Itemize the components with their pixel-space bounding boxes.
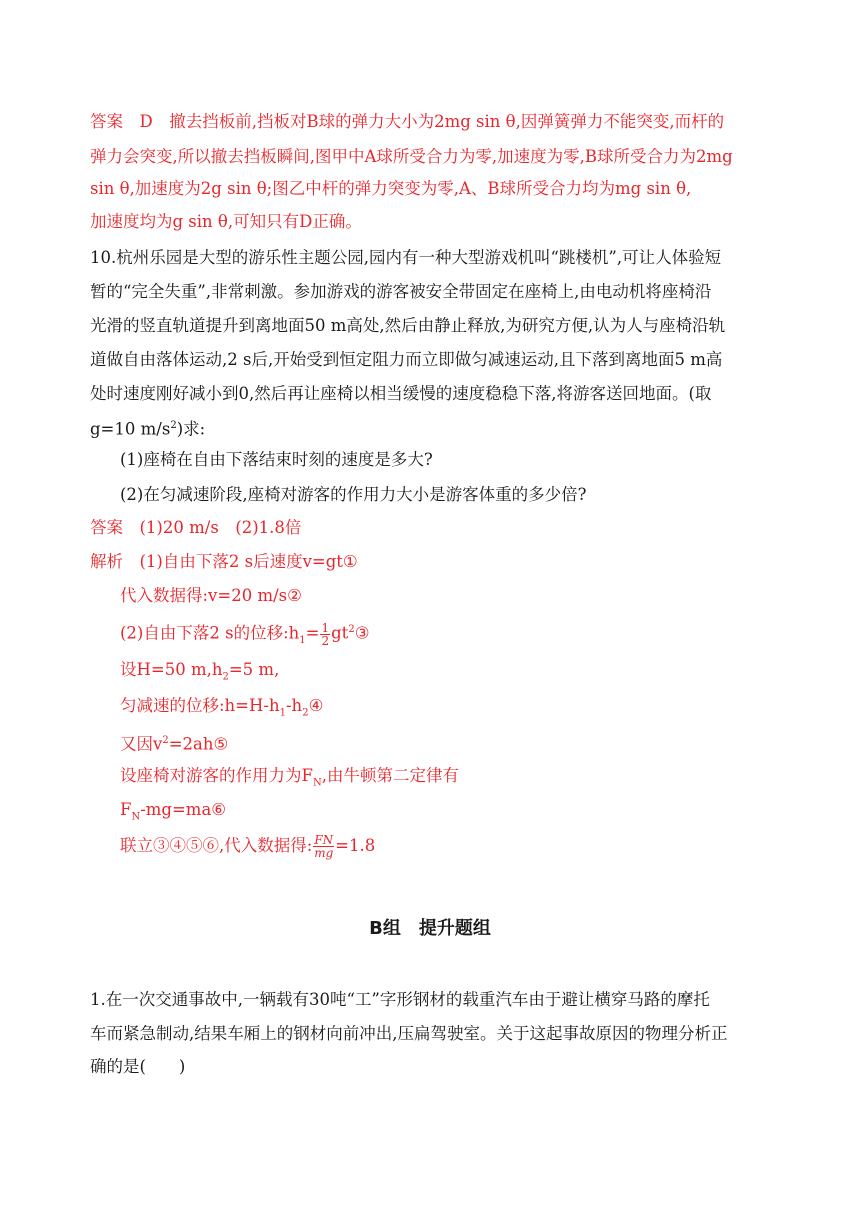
answer10-step6-b: =2ah⑤ xyxy=(168,734,229,754)
answer10-step6-a: 又因v xyxy=(120,734,163,754)
answer10-step6-sup: 2 xyxy=(162,735,169,746)
q10-line2: 暂的“完全失重”,非常刺激。参加游戏的游客被安全带固定在座椅上,由电动机将座椅沿 xyxy=(90,282,712,301)
answer10-step6 xyxy=(120,729,228,757)
q10-line6 xyxy=(90,414,205,442)
answer10-step5-c: ④ xyxy=(308,696,324,715)
q10-line6-a: g=10 m/s xyxy=(90,419,171,439)
section-title: B组 提升题组 xyxy=(369,918,491,939)
answer9-line3: sin θ,加速度为2g sin θ;图乙中杆的弹力突变为零,A、B球所受合力均为mg sin θ, xyxy=(90,179,692,198)
answer10-step4-b: =5 m, xyxy=(228,660,280,679)
q10-line6-b: )求: xyxy=(176,419,206,439)
answer10-step8-sub: N xyxy=(131,811,141,823)
answer10-step5-sub1: 1 xyxy=(279,707,286,719)
answer10-step3-eq: = xyxy=(305,623,320,643)
answer10-step5-b: -h xyxy=(285,696,303,715)
answer10-step3-a: (2)自由下落2 s的位移:h xyxy=(120,623,300,643)
answer9-line2: 弹力会突变,所以撤去挡板瞬间,图甲中A球所受合力为零,加速度为零,B球所受合力为2mg xyxy=(90,147,733,166)
answer10-step9-fraction xyxy=(313,834,334,859)
answer9-line4: 加速度均为g sin θ,可知只有D正确。 xyxy=(90,212,362,231)
answer10-step3-fraction xyxy=(320,622,330,647)
answer10-step3-num: 1 xyxy=(321,620,330,635)
q10-line4: 道做自由落体运动,2 s后,开始受到恒定阻力而立即做匀减速运动,且下落到离地面5 m高 xyxy=(90,350,723,369)
answer10-step5-a: 匀减速的位移:h=H-h xyxy=(120,696,280,715)
answer10-step4-sub: 2 xyxy=(222,671,229,683)
answer10-step4 xyxy=(120,658,279,689)
answer10-step9-num: FN xyxy=(314,833,334,847)
answer10-step3-sup: 2 xyxy=(348,624,355,635)
answer10-step7-sub: N xyxy=(312,777,322,789)
answer10-step3-den: 2 xyxy=(321,633,330,648)
answer10-step9-a: 联立③④⑤⑥,代入数据得: xyxy=(120,836,313,855)
q10-line3: 光滑的竖直轨道提升到离地面50 m高处,然后由静止释放,为研究方便,认为人与座椅沿轨 xyxy=(90,316,726,335)
q10-line1: 10.杭州乐园是大型的游乐性主题公园,园内有一种大型游戏机叫“跳楼机”,可让人体验短 xyxy=(90,248,722,267)
answer10-step9-b: =1.8 xyxy=(335,836,376,855)
q10-part1: (1)座椅在自由下落结束时刻的速度是多大? xyxy=(120,450,433,469)
q10-part2: (2)在匀减速阶段,座椅对游客的作用力大小是游客体重的多少倍? xyxy=(120,485,587,504)
answer10-step7 xyxy=(120,764,459,795)
answer10-step8 xyxy=(120,798,226,829)
answer10-step1: 解析 (1)自由下落2 s后速度v=gt① xyxy=(90,552,358,571)
answer10-step7-b: ,由牛顿第二定律有 xyxy=(321,766,459,785)
answer10-step5-sub2: 2 xyxy=(302,707,309,719)
answer10-step3 xyxy=(120,618,370,653)
q10-line5: 处时速度刚好减小到0,然后再让座椅以相当缓慢的速度稳稳下落,将游客送回地面。(取 xyxy=(90,384,712,403)
answer10-step3-b: gt xyxy=(331,623,349,643)
answer10-step2: 代入数据得:v=20 m/s② xyxy=(120,586,302,605)
answer10-step9-den: mg xyxy=(314,846,334,860)
answer10-answer: 答案 (1)20 m/s (2)1.8倍 xyxy=(90,518,302,537)
answer10-step5 xyxy=(120,694,323,725)
answer10-step9 xyxy=(120,834,375,859)
answer10-step3-sub: 1 xyxy=(299,634,306,646)
answer10-step4-a: 设H=50 m,h xyxy=(120,660,223,679)
answer10-step8-a: F xyxy=(120,800,132,819)
q1-line3: 确的是( ) xyxy=(90,1057,186,1076)
answer9-line1: 答案 D 撤去挡板前,挡板对B球的弹力大小为2mg sin θ,因弹簧弹力不能突变,而杆的 xyxy=(90,112,725,131)
answer10-step7-a: 设座椅对游客的作用力为F xyxy=(120,766,313,785)
q1-line2: 车而紧急制动,结果车厢上的钢材向前冲出,压扁驾驶室。关于这起事故原因的物理分析正 xyxy=(90,1024,728,1043)
q10-line6-sup: 2 xyxy=(170,420,177,431)
answer10-step3-c: ③ xyxy=(354,623,370,643)
q1-line1: 1.在一次交通事故中,一辆载有30吨“工”字形钢材的载重汽车由于避让横穿马路的摩托 xyxy=(90,990,710,1009)
answer10-step8-b: -mg=ma⑥ xyxy=(140,800,227,819)
